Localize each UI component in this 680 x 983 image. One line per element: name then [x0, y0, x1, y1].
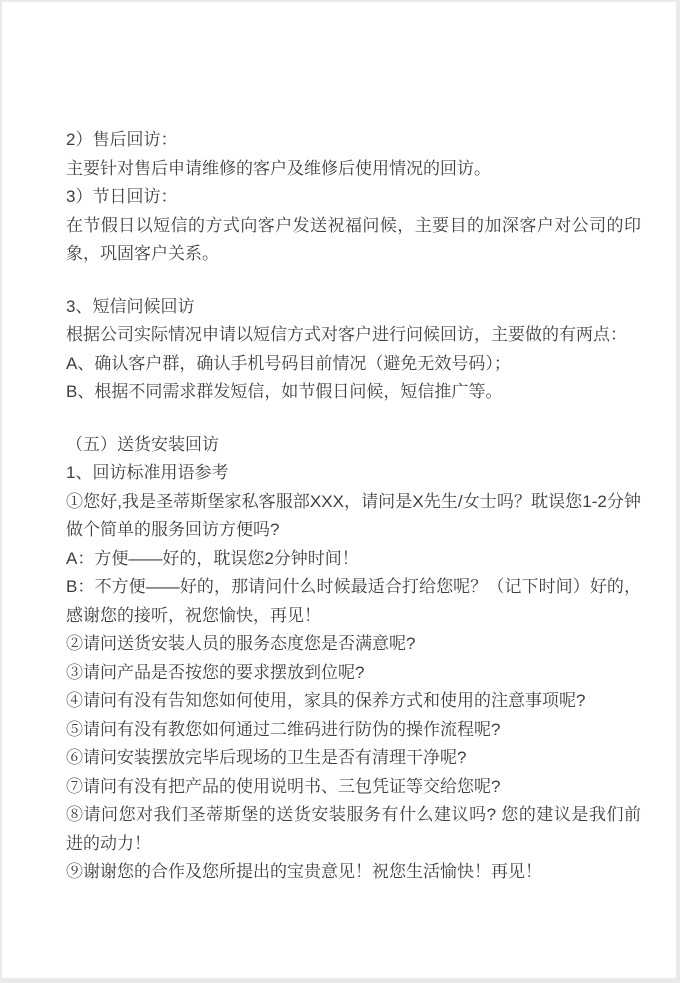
- after-sales-callback-body: 主要针对售后申请维修的客户及维修后使用情况的回访。: [66, 158, 491, 178]
- holiday-callback-body: 在节假日以短信的方式向客户发送祝福问候，主要目的加深客户对公司的印象，巩固客户关系。: [66, 215, 641, 263]
- script-question-8: ⑧请问您对我们圣蒂斯堡的送货安装服务有什么建议吗? 您的建议是我们前进的动力！: [66, 805, 641, 853]
- script-question-7: ⑦请问有没有把产品的使用说明书、三包凭证等交给您呢?: [66, 776, 501, 796]
- script-question-1: ①您好,我是圣蒂斯堡家私客服部XXX，请问是X先生/女士吗？耽误您1-2分钟做个简单的服务回访方便吗?: [66, 491, 641, 539]
- heading-script-reference: 1、回访标准用语参考: [66, 463, 229, 482]
- script-question-4: ④请问有没有告知您如何使用，家具的保养方式和使用的注意事项呢?: [66, 691, 586, 710]
- heading-sms-greeting-callback: 3、短信问候回访: [66, 296, 195, 316]
- script-question-2: ②请问送货安装人员的服务态度您是否满意呢?: [66, 634, 416, 653]
- script-question-6: ⑥请问安装摆放完毕后现场的卫生是否有清理干净呢?: [66, 748, 467, 767]
- heading-delivery-install-callback: （五）送货安装回访: [66, 434, 219, 454]
- script-question-9: ⑨谢谢您的合作及您所提出的宝贵意见！祝您生活愉快！再见！: [66, 862, 542, 881]
- script-answer-a: A：方便——好的，耽误您2分钟时间！: [66, 548, 359, 568]
- sms-greeting-intro: 根据公司实际情况申请以短信方式对客户进行问候回访，主要做的有两点：: [66, 325, 627, 344]
- document-page: [2, 2, 676, 978]
- sms-point-a: A、确认客户群，确认手机号码目前情况（避免无效号码）；: [66, 353, 511, 373]
- script-question-5: ⑤请问有没有教您如何通过二维码进行防伪的操作流程呢?: [66, 719, 501, 739]
- script-answer-b: B：不方便——好的，那请问什么时候最适合打给您呢？（记下时间）好的，感谢您的接听，祝您愉快，再见！: [66, 577, 641, 625]
- heading-after-sales-callback: 2）售后回访：: [66, 130, 178, 149]
- document-content: [2, 2, 641, 887]
- sms-point-b: B、根据不同需求群发短信，如节假日问候，短信推广等。: [66, 382, 503, 401]
- heading-holiday-callback: 3）节日回访：: [66, 187, 178, 206]
- script-question-3: ③请问产品是否按您的要求摆放到位呢?: [66, 662, 365, 682]
